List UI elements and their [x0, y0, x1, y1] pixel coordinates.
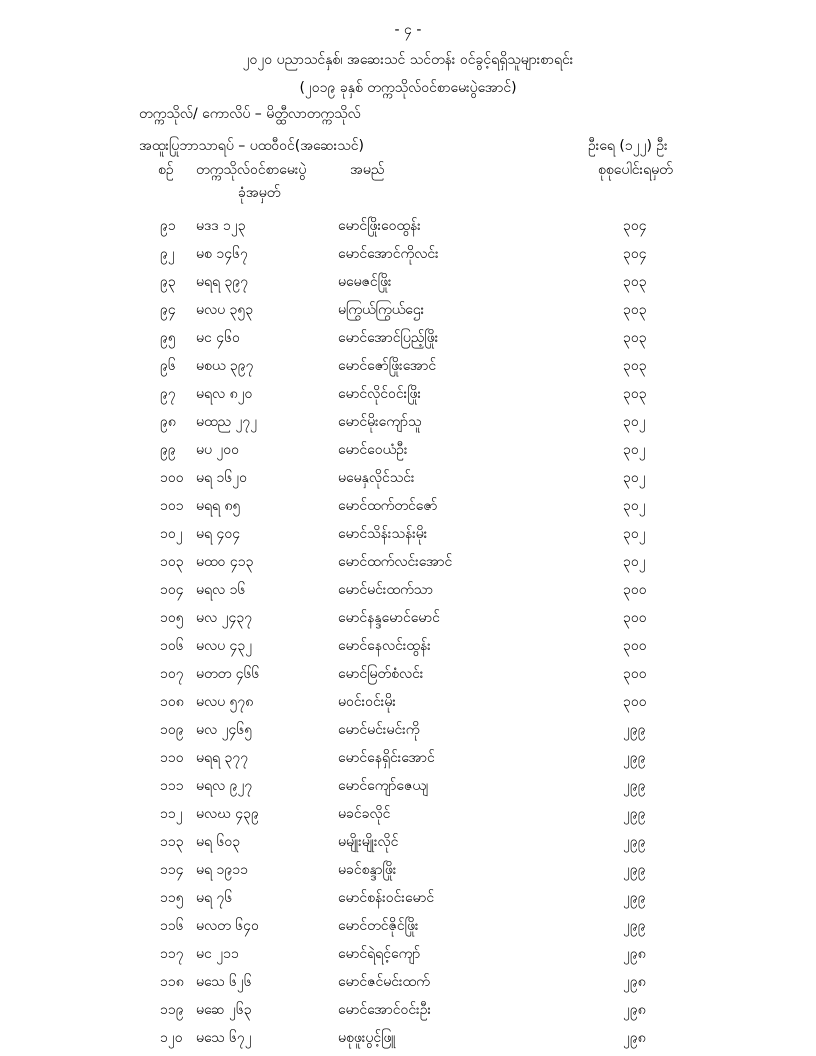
- roll-number: မရ ၄၀၄: [196, 526, 241, 542]
- roll-number: မလတ ၆၄၀: [196, 918, 259, 934]
- column-header-roll-line2: ခုံအမှတ်: [238, 185, 281, 201]
- student-name: မဝင်းဝင်းမိုး: [338, 694, 396, 710]
- table-row: [0, 742, 816, 770]
- student-name: မောင်နန္ဒမောင်မောင်: [338, 610, 440, 626]
- student-name: မောင်တင်ဇိုင်ဖြိုး: [338, 918, 419, 934]
- table-row: [0, 910, 816, 938]
- row-number: ၁၀၄: [160, 582, 184, 598]
- row-number: ၁၀၂: [160, 526, 183, 542]
- row-number: ၁၁၉: [160, 1002, 184, 1018]
- table-row: [0, 518, 816, 546]
- roll-number: မရ ၆၀၃: [196, 834, 241, 850]
- table-row: [0, 322, 816, 350]
- row-number: ၁၁၈: [160, 974, 184, 990]
- roll-number: မစယ ၃၉၇: [196, 358, 254, 374]
- student-name: မောင်ရဲရင့်ကျော်: [338, 946, 421, 962]
- total-score: ၃၀၂: [623, 554, 646, 570]
- total-score: ၃၀၂: [623, 442, 646, 458]
- row-number: ၁၀၃: [160, 554, 184, 570]
- student-name: မောင်ဇင်မင်းထက်: [338, 974, 430, 990]
- total-score: ၂၉၉: [623, 778, 646, 794]
- roll-number: မရလ ၈၂၀: [196, 386, 253, 402]
- table-row: [0, 238, 816, 266]
- student-name: မောင်ဖြိုးဝေထွန်း: [338, 218, 421, 234]
- student-name: မောင်သိန်းသန်းမိုး: [338, 526, 428, 542]
- total-score: ၃၀၀: [623, 666, 647, 682]
- row-number: ၁၀၆: [160, 638, 184, 654]
- roll-number: မရလ ၁၆: [196, 582, 246, 598]
- column-header-total: စုစုပေါင်းရမှတ်: [598, 162, 673, 178]
- total-score: ၂၉၈: [623, 1002, 646, 1018]
- row-number: ၁၁၄: [160, 862, 184, 878]
- table-row: [0, 714, 816, 742]
- roll-number: မရရ ၃၇၇: [196, 750, 249, 766]
- student-name: မောင်ထက်တင်ဇော်: [338, 498, 438, 514]
- total-score: ၃၀၂: [623, 526, 646, 542]
- table-row: [0, 462, 816, 490]
- column-header-roll: တက္ကသိုလ်ဝင်စာမေးပွဲ: [196, 162, 307, 178]
- row-number: ၁၁၇: [160, 946, 184, 962]
- total-score: ၃၀၀: [623, 582, 647, 598]
- student-name: မောင်အောင်ပြည့်ဖြိုး: [338, 330, 439, 346]
- roll-number: မသေ ၆၇၂: [196, 1030, 252, 1046]
- table-row: [0, 210, 816, 238]
- row-number: ၉၈: [160, 414, 176, 430]
- table-row: [0, 602, 816, 630]
- roll-number: မလဃ ၄၃၉: [196, 806, 259, 822]
- row-number: ၁၁၃: [160, 834, 184, 850]
- table-row: [0, 434, 816, 462]
- student-name: မောင်နေလင်းထွန်း: [338, 638, 431, 654]
- table-row: [0, 1022, 816, 1050]
- total-score: ၂၉၈: [623, 974, 646, 990]
- total-score: ၃၀၃: [623, 302, 647, 318]
- student-name: မောင်မြတ်စံလင်း: [338, 666, 424, 682]
- roll-number: မလ ၂၄၃၇: [196, 610, 253, 626]
- table-row: [0, 686, 816, 714]
- row-number: ၁၀၉: [160, 722, 184, 738]
- table-row: [0, 378, 816, 406]
- total-score: ၃၀၃: [623, 274, 647, 290]
- row-number: ၁၁၅: [160, 890, 184, 906]
- total-count-label: ဦးရေ (၁၂၂) ဦး: [588, 138, 668, 154]
- roll-number: မရ ၁၉၁၁: [196, 862, 248, 878]
- table-row: [0, 826, 816, 854]
- student-name: မစုဖူးပွင့်ဖြူ: [338, 1030, 396, 1046]
- student-name: မမျိုးမျိုးလိုင်: [338, 834, 399, 850]
- table-row: [0, 350, 816, 378]
- total-score: ၃၀၂: [623, 470, 646, 486]
- student-name: မမေနှလိုင်သင်း: [338, 470, 415, 486]
- student-name: မောင်အောင်ဝင်းဦး: [338, 1002, 432, 1018]
- roll-number: မလပ ၄၃၂: [196, 638, 253, 654]
- total-score: ၂၉၉: [623, 918, 646, 934]
- total-score: ၃၀၀: [623, 694, 647, 710]
- total-score: ၂၉၉: [623, 722, 646, 738]
- table-row: [0, 490, 816, 518]
- row-number: ၁၀၁: [160, 498, 184, 514]
- roll-number: မထဝ ၄၁၃: [196, 554, 254, 570]
- row-number: ၉၆: [160, 358, 176, 374]
- roll-number: မလပ ၅၇၈: [196, 694, 254, 710]
- total-score: ၂၉၉: [623, 750, 646, 766]
- total-score: ၂၉၉: [623, 834, 646, 850]
- student-name: မောင်မိုးကျော်သူ: [338, 414, 422, 430]
- row-number: ၉၄: [160, 302, 176, 318]
- total-score: ၃၀၄: [623, 218, 647, 234]
- roll-number: မစ ၁၄၆၇: [196, 246, 248, 262]
- total-score: ၃၀၃: [623, 330, 647, 346]
- table-row: [0, 630, 816, 658]
- student-name: မောင်ကျော်ဇေယျ: [338, 778, 429, 794]
- row-number: ၉၇: [160, 386, 176, 402]
- total-score: ၃၀၃: [623, 386, 647, 402]
- student-name: မကြွယ်ကြွယ်ဌေး: [338, 302, 425, 318]
- student-name: မောင်အောင်ကိုလင်း: [338, 246, 439, 262]
- roll-number: မရ ၇၆: [196, 890, 233, 906]
- table-row: [0, 574, 816, 602]
- student-name: မောင်စန်းဝင်းမောင်: [338, 890, 435, 906]
- student-list: [0, 210, 816, 1050]
- table-row: [0, 966, 816, 994]
- student-name: မောင်ထက်လင်းအောင်: [338, 554, 453, 570]
- roll-number: မင ၄၆၀: [196, 330, 240, 346]
- roll-number: မထည ၂၇၂: [196, 414, 258, 430]
- student-name: မောင်ဇော်ဖြိုးအောင်: [338, 358, 437, 374]
- row-number: ၉၂: [160, 246, 175, 262]
- roll-number: မဆေ ၂၆၃: [196, 1002, 252, 1018]
- page-number: - ၄ -: [394, 22, 422, 38]
- row-number: ၁၁၂: [160, 806, 183, 822]
- roll-number: မတတ ၄၆၆: [196, 666, 260, 682]
- table-row: [0, 406, 816, 434]
- roll-number: မရလ ၉၂၇: [196, 778, 253, 794]
- roll-number: မင ၂၁၁: [196, 946, 239, 962]
- roll-number: မသေ ၆၂၆: [196, 974, 252, 990]
- table-row: [0, 798, 816, 826]
- table-row: [0, 938, 816, 966]
- student-name: မခင်ခလိုင်: [338, 806, 391, 822]
- roll-number: မရ ၁၆၂၀: [196, 470, 247, 486]
- row-number: ၁၁၁: [160, 778, 184, 794]
- total-score: ၃၀၄: [623, 246, 647, 262]
- student-name: မောင်ဝေယံဦး: [338, 442, 408, 458]
- document-title: ၂၀၂၀ ပညာသင်နှစ်၊ အဆေးသင် သင်တန်း ဝင်ခွင့်ရရှိသူများစာရင်း: [242, 52, 574, 68]
- total-score: ၂၉၈: [623, 1030, 646, 1046]
- student-name: မောင်နေရှိင်းအောင်: [338, 750, 435, 766]
- university-label: တက္ကသိုလ်/ ကောလိပ် – မိတ္ထီလာတက္ကသိုလ်: [139, 106, 361, 122]
- roll-number: မလပ ၃၅၃: [196, 302, 254, 318]
- specialization-label: အထူးပြုဘာသာရပ် – ပထဝီဝင်(အဆေးသင်): [139, 138, 364, 154]
- roll-number: မရရ ၃၉၇: [196, 274, 249, 290]
- table-row: [0, 658, 816, 686]
- table-row: [0, 770, 816, 798]
- student-name: မောင်လိုင်ဝင်းဖြိုး: [338, 386, 422, 402]
- document-subtitle: (၂၀၁၉ ခုနှစ် တက္ကသိုလ်ဝင်စာမေးပွဲအောင်): [299, 80, 517, 96]
- roll-number: မပ ၂၀၀: [196, 442, 240, 458]
- row-number: ၁၀၀: [160, 470, 184, 486]
- total-score: ၃၀၃: [623, 358, 647, 374]
- column-header-name: အမည်: [350, 162, 385, 178]
- table-row: [0, 854, 816, 882]
- row-number: ၁၀၈: [160, 694, 184, 710]
- row-number: ၉၃: [160, 274, 176, 290]
- table-row: [0, 266, 816, 294]
- total-score: ၂၉၉: [623, 862, 646, 878]
- student-name: မမေဇင်ဖြိုး: [338, 274, 392, 290]
- column-header-no: စဉ်: [158, 162, 174, 178]
- table-row: [0, 882, 816, 910]
- row-number: ၁၀၅: [160, 610, 184, 626]
- row-number: ၁၁၆: [160, 918, 184, 934]
- student-name: မောင်မင်းမင်းကို: [338, 722, 420, 738]
- student-name: မခင်စန္ဒာဖြိုး: [338, 862, 397, 878]
- total-score: ၂၉၉: [623, 806, 646, 822]
- total-score: ၃၀၂: [623, 498, 646, 514]
- roll-number: မဒဒ ၁၂၃: [196, 218, 246, 234]
- table-row: [0, 294, 816, 322]
- table-row: [0, 994, 816, 1022]
- total-score: ၂၉၉: [623, 890, 646, 906]
- row-number: ၉၁: [160, 218, 176, 234]
- row-number: ၁၀၇: [160, 666, 184, 682]
- student-name: မောင်မင်းထက်သာ: [338, 582, 433, 598]
- table-row: [0, 546, 816, 574]
- total-score: ၂၉၈: [623, 946, 646, 962]
- row-number: ၁၂၀: [160, 1030, 183, 1046]
- total-score: ၃၀၀: [623, 610, 647, 626]
- roll-number: မရရ ၈၅: [196, 498, 241, 514]
- row-number: ၉၉: [160, 442, 176, 458]
- row-number: ၁၁၀: [160, 750, 184, 766]
- roll-number: မလ ၂၄၆၅: [196, 722, 253, 738]
- total-score: ၃၀၀: [623, 638, 647, 654]
- row-number: ၉၅: [160, 330, 176, 346]
- total-score: ၃၀၂: [623, 414, 646, 430]
